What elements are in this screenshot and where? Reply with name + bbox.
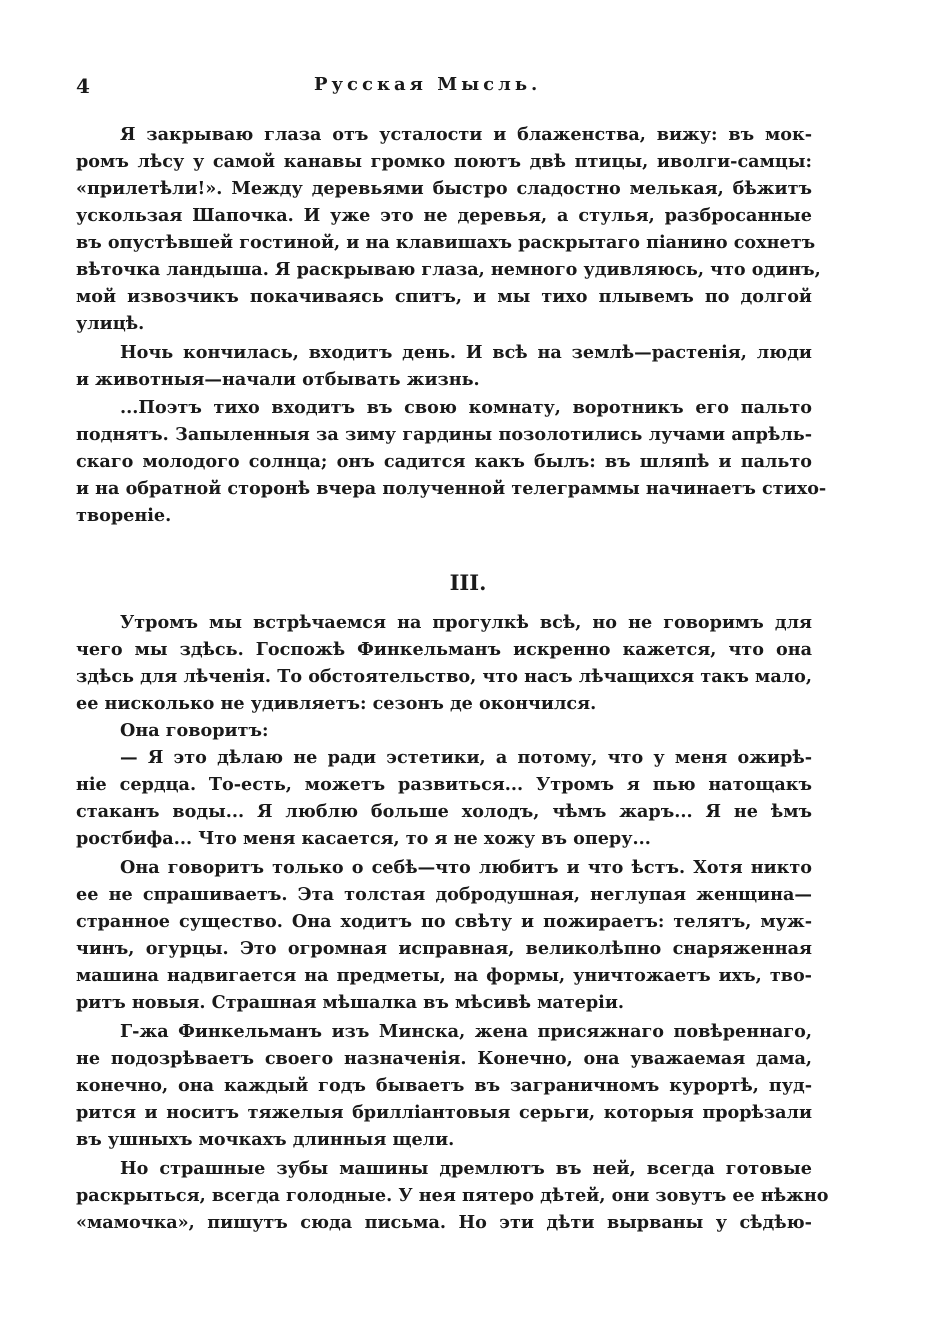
page-header bbox=[76, 74, 856, 104]
text-line: ростбифа... Что меня касается, то я не хожу въ оперу... bbox=[76, 828, 651, 849]
text-line: Она говоритъ только о себѣ—что любитъ и что ѣстъ. Хотя никто bbox=[120, 857, 812, 878]
text-line: «мамочка», пишутъ сюда письма. Но эти дѣти вырваны у сѣдѣю- bbox=[76, 1212, 812, 1233]
text-line: ускользая Шапочка. И уже это не деревья, а стулья, разбросанные bbox=[76, 205, 812, 226]
text-line: машина надвигается на предметы, на формы, уничтожаетъ ихъ, тво- bbox=[76, 965, 812, 986]
text-line: ніе сердца. То-есть, можетъ развиться... Утромъ я пью натощакъ bbox=[76, 774, 812, 795]
text-line: чего мы здѣсь. Госпожѣ Финкельманъ искренно кажется, что она bbox=[76, 639, 812, 660]
text-line: — Я это дѣлаю не ради эстетики, а потому, что у меня ожирѣ- bbox=[120, 747, 812, 768]
text-line: Но страшные зубы машины дремлютъ въ ней, всегда готовые bbox=[120, 1158, 812, 1179]
text-line: скаго молодого солнца; онъ садится какъ былъ: въ шляпѣ и пальто bbox=[76, 451, 812, 472]
text-line: Г-жа Финкельманъ изъ Минска, жена присяжнаго повѣреннаго, bbox=[120, 1021, 812, 1042]
text-line: странное существо. Она ходитъ по свѣту и пожираетъ: телятъ, муж- bbox=[76, 911, 812, 932]
text-line: Ночь кончилась, входитъ день. И всѣ на землѣ—растенія, люди bbox=[120, 342, 812, 363]
text-line: твореніе. bbox=[76, 505, 172, 526]
text-line: рится и носитъ тяжелыя бриллiантовыя серьги, которыя прорѣзали bbox=[76, 1102, 812, 1123]
text-line: въ ушныхъ мочкахъ длинныя щели. bbox=[76, 1129, 455, 1150]
text-line: конечно, она каждый годъ бываетъ въ заграничномъ курортѣ, пуд- bbox=[76, 1075, 812, 1096]
text-line: Я закрываю глаза отъ усталости и блаженства, вижу: въ мок- bbox=[120, 124, 812, 145]
section-number: III. bbox=[449, 570, 487, 595]
text-line: ее не спрашиваетъ. Эта толстая добродушная, неглупая женщина— bbox=[76, 884, 812, 905]
text-line: вѣточка ландыша. Я раскрываю глаза, немного удивляюсь, что одинъ, bbox=[76, 259, 821, 280]
text-line: улицѣ. bbox=[76, 313, 145, 334]
text-line: мой извозчикъ покачиваясь спитъ, и мы тихо плывемъ по долгой bbox=[76, 286, 812, 307]
page-number: 4 bbox=[76, 74, 90, 98]
text-line: ...Поэтъ тихо входитъ въ свою комнату, воротникъ его пальто bbox=[120, 397, 812, 418]
text-line: ритъ новыя. Страшная мѣшалка въ мѣсивѣ матеріи. bbox=[76, 992, 625, 1013]
text-line: раскрыться, всегда голодные. У нея пятеро дѣтей, они зовутъ ее нѣжно bbox=[76, 1185, 829, 1206]
text-line: ее нисколько не удивляетъ: сезонъ де окончился. bbox=[76, 693, 597, 714]
text-line: здѣсь для лѣченія. То обстоятельство, что насъ лѣчащихся такъ мало, bbox=[76, 666, 812, 687]
text-line: «прилетѣли!». Между деревьями быстро сладостно мелькая, бѣжитъ bbox=[76, 178, 812, 199]
text-line: стаканъ воды... Я люблю больше холодъ, чѣмъ жаръ... Я не ѣмъ bbox=[76, 801, 812, 822]
text-line: въ опустѣвшей гостиной, и на клавишахъ раскрытаго піанино сохнетъ bbox=[76, 232, 816, 253]
text-line: Утромъ мы встрѣчаемся на прогулкѣ всѣ, но не говоримъ для bbox=[120, 612, 812, 633]
text-line: и на обратной сторонѣ вчера полученной телеграммы начинаетъ стихо- bbox=[76, 478, 827, 499]
text-line: чинъ, огурцы. Это огромная исправная, великолѣпно снаряженная bbox=[76, 938, 812, 959]
text-line: и животныя—начали отбывать жизнь. bbox=[76, 369, 480, 390]
text-line: поднятъ. Запыленныя за зиму гардины позолотились лучами апрѣль- bbox=[76, 424, 812, 445]
text-line: не подозрѣваетъ своего назначенія. Конечно, она уважаемая дама, bbox=[76, 1048, 812, 1069]
text-line: ромъ лѣсу у самой канавы громко поютъ двѣ птицы, иволги-самцы: bbox=[76, 151, 812, 172]
text-line: Она говоритъ: bbox=[120, 720, 269, 741]
running-title: Русская Мысль. bbox=[314, 74, 542, 95]
